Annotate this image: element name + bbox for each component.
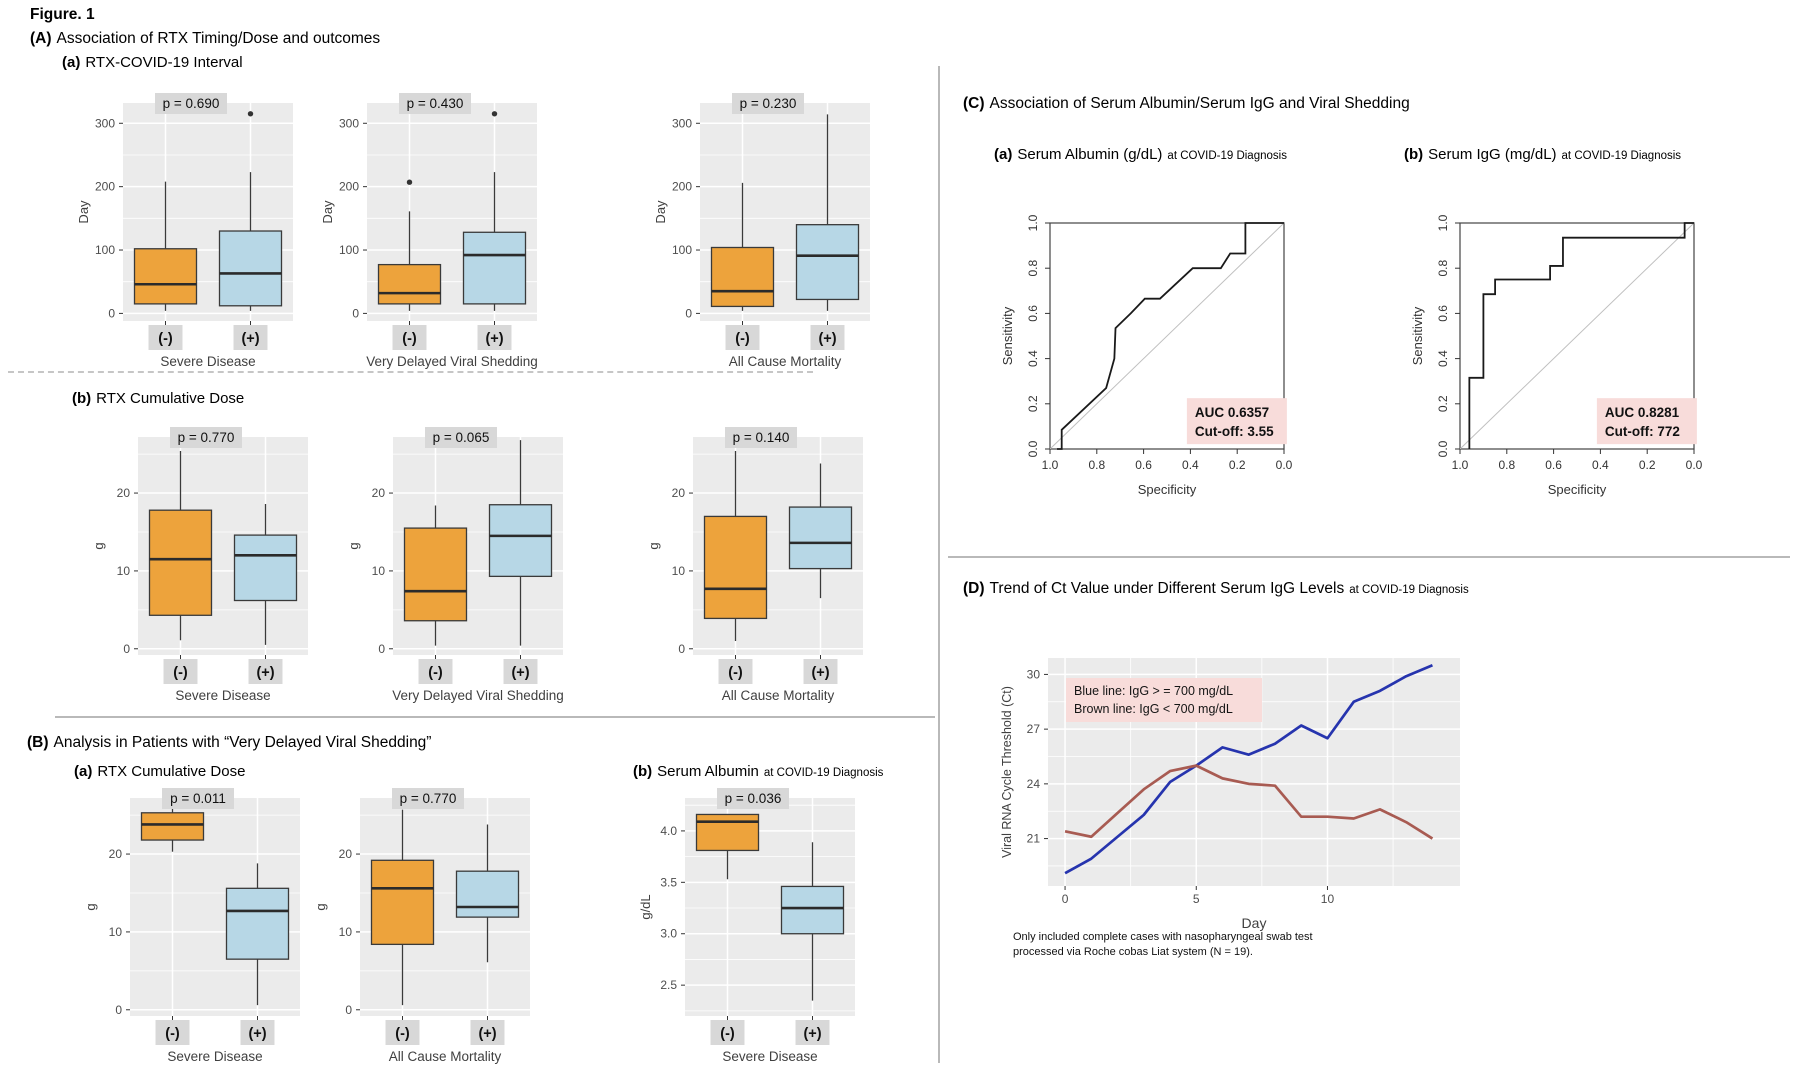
svg-text:(-): (-) <box>173 665 188 681</box>
vertical-divider <box>938 66 940 1063</box>
svg-text:Severe Disease: Severe Disease <box>167 1049 263 1064</box>
svg-text:(+): (+) <box>818 331 837 347</box>
svg-text:0: 0 <box>685 306 692 321</box>
svg-text:(-): (-) <box>165 1026 180 1042</box>
svg-text:Cut-off: 3.55: Cut-off: 3.55 <box>1194 424 1274 440</box>
svg-text:20: 20 <box>671 486 685 501</box>
boxplot-interval-viral-shedding <box>315 87 559 392</box>
svg-text:Day: Day <box>1241 915 1267 931</box>
svg-text:100: 100 <box>671 243 692 258</box>
svg-text:0.4: 0.4 <box>1592 458 1609 472</box>
svg-text:0.6: 0.6 <box>1436 305 1450 322</box>
svg-text:(-): (-) <box>395 1026 410 1042</box>
svg-text:p = 0.770: p = 0.770 <box>399 791 457 806</box>
svg-text:All Cause Mortality: All Cause Mortality <box>728 354 842 369</box>
svg-text:0: 0 <box>678 641 685 656</box>
svg-text:Sensitivity: Sensitivity <box>1000 306 1015 366</box>
svg-text:0: 0 <box>115 1002 122 1017</box>
svg-text:1.0: 1.0 <box>1041 458 1059 472</box>
svg-text:Very Delayed Viral Shedding: Very Delayed Viral Shedding <box>366 354 538 369</box>
section-b-sub-b-title: (b) Serum Albumin at COVID-19 Diagnosis <box>633 763 884 780</box>
svg-text:Severe Disease: Severe Disease <box>175 688 271 703</box>
svg-text:10: 10 <box>338 924 352 939</box>
svg-text:AUC 0.8281: AUC 0.8281 <box>1604 405 1680 421</box>
svg-text:200: 200 <box>94 179 115 194</box>
svg-text:p = 0.036: p = 0.036 <box>724 791 782 806</box>
svg-text:0: 0 <box>123 641 130 656</box>
svg-text:21: 21 <box>1026 831 1040 846</box>
section-a-sub-b-title: (b) RTX Cumulative Dose <box>72 390 245 407</box>
horizontal-divider-right <box>948 556 1790 558</box>
svg-text:4.0: 4.0 <box>660 823 677 838</box>
svg-text:(+): (+) <box>803 1026 822 1042</box>
svg-text:0.2: 0.2 <box>1026 395 1040 413</box>
svg-text:g/dL: g/dL <box>638 894 653 920</box>
svg-text:p = 0.770: p = 0.770 <box>177 430 235 445</box>
svg-text:(-): (-) <box>735 331 750 347</box>
svg-text:Cut-off: 772: Cut-off: 772 <box>1604 424 1680 440</box>
svg-text:0.6: 0.6 <box>1545 458 1562 472</box>
boxplot-interval-mortality <box>648 87 892 392</box>
svg-text:(+): (+) <box>478 1026 497 1042</box>
svg-text:0.0: 0.0 <box>1436 440 1450 458</box>
svg-text:(+): (+) <box>511 665 530 681</box>
svg-text:10: 10 <box>371 563 385 578</box>
section-b-sub-a-title: (a) RTX Cumulative Dose <box>74 763 246 780</box>
svg-text:(+): (+) <box>248 1026 267 1042</box>
svg-text:0: 0 <box>1061 892 1069 906</box>
svg-text:3.0: 3.0 <box>660 926 677 941</box>
svg-text:20: 20 <box>371 486 385 501</box>
svg-text:(+): (+) <box>241 331 260 347</box>
svg-text:Blue line: IgG > = 700 mg/dL: Blue line: IgG > = 700 mg/dL <box>1074 684 1234 698</box>
svg-text:AUC 0.6357: AUC 0.6357 <box>1194 405 1270 421</box>
roc-serum-albumin <box>996 208 1346 533</box>
svg-text:100: 100 <box>94 243 115 258</box>
section-d-title: (D) Trend of Ct Value under Different Serum IgG Levels at COVID-19 Diagnosis <box>963 580 1469 597</box>
svg-text:Very Delayed Viral Shedding: Very Delayed Viral Shedding <box>392 688 564 703</box>
svg-text:300: 300 <box>338 116 359 131</box>
svg-text:0: 0 <box>378 641 385 656</box>
svg-text:(-): (-) <box>720 1026 735 1042</box>
svg-text:200: 200 <box>338 179 359 194</box>
svg-text:0.2: 0.2 <box>1228 458 1246 472</box>
svg-text:0.6: 0.6 <box>1135 458 1152 472</box>
svg-text:0.8: 0.8 <box>1026 259 1040 277</box>
svg-text:100: 100 <box>338 243 359 258</box>
svg-text:200: 200 <box>671 179 692 194</box>
svg-text:0: 0 <box>352 306 359 321</box>
svg-text:0.2: 0.2 <box>1638 458 1656 472</box>
section-a-title: (A) Association of RTX Timing/Dose and outcomes <box>30 30 381 47</box>
svg-text:(+): (+) <box>256 665 275 681</box>
svg-text:0.6: 0.6 <box>1026 305 1040 322</box>
svg-text:10: 10 <box>116 563 130 578</box>
svg-text:0.4: 0.4 <box>1436 350 1450 367</box>
svg-text:20: 20 <box>338 847 352 862</box>
svg-text:g: g <box>346 542 361 550</box>
footnote-d: Only included complete cases with nasopharyngeal swab test processed via Roche cobas Liat system (N = 19). <box>1013 931 1313 958</box>
svg-text:20: 20 <box>116 486 130 501</box>
boxplot-dose-severe-disease <box>86 421 330 726</box>
section-c-title: (C) Association of Serum Albumin/Serum IgG and Viral Shedding <box>963 95 1410 112</box>
svg-text:Day: Day <box>320 200 335 224</box>
svg-text:24: 24 <box>1026 776 1040 791</box>
svg-text:2.5: 2.5 <box>660 978 677 993</box>
svg-text:0.8: 0.8 <box>1498 458 1516 472</box>
svg-text:p = 0.690: p = 0.690 <box>162 96 220 111</box>
svg-text:g: g <box>313 903 328 911</box>
section-c-sub-a-title: (a) Serum Albumin (g/dL) at COVID-19 Diagnosis <box>994 146 1287 163</box>
svg-text:0.4: 0.4 <box>1026 350 1040 367</box>
svg-text:30: 30 <box>1026 667 1040 682</box>
svg-text:p = 0.011: p = 0.011 <box>170 791 226 806</box>
svg-text:0.0: 0.0 <box>1026 440 1040 458</box>
svg-text:Severe Disease: Severe Disease <box>722 1049 818 1064</box>
svg-text:Day: Day <box>76 200 91 224</box>
svg-text:Severe Disease: Severe Disease <box>160 354 256 369</box>
svg-text:p = 0.430: p = 0.430 <box>406 96 464 111</box>
svg-text:300: 300 <box>671 116 692 131</box>
svg-text:(-): (-) <box>728 665 743 681</box>
section-c-sub-b-title: (b) Serum IgG (mg/dL) at COVID-19 Diagnosis <box>1404 146 1682 163</box>
svg-text:(-): (-) <box>158 331 173 347</box>
svg-text:Viral RNA Cycle Threshold (Ct): Viral RNA Cycle Threshold (Ct) <box>1000 686 1014 858</box>
svg-text:g: g <box>83 903 98 911</box>
svg-text:p = 0.065: p = 0.065 <box>432 430 490 445</box>
boxplot-dose-viral-shedding <box>341 421 585 726</box>
svg-text:Specificity: Specificity <box>1137 482 1197 497</box>
svg-text:0.4: 0.4 <box>1182 458 1199 472</box>
svg-text:0.2: 0.2 <box>1436 395 1450 413</box>
svg-text:Day: Day <box>653 200 668 224</box>
svg-text:All Cause Mortality: All Cause Mortality <box>721 688 835 703</box>
svg-text:27: 27 <box>1026 722 1040 737</box>
svg-text:10: 10 <box>1320 892 1335 906</box>
svg-text:p = 0.230: p = 0.230 <box>739 96 797 111</box>
svg-text:10: 10 <box>108 924 122 939</box>
svg-text:300: 300 <box>94 116 115 131</box>
svg-text:(+): (+) <box>811 665 830 681</box>
svg-text:Sensitivity: Sensitivity <box>1410 306 1425 366</box>
svg-text:0.0: 0.0 <box>1275 458 1293 472</box>
boxplot-subgroup-albumin-severe-disease <box>633 782 877 1072</box>
svg-text:(-): (-) <box>402 331 417 347</box>
svg-text:0: 0 <box>345 1002 352 1017</box>
svg-text:0: 0 <box>108 306 115 321</box>
svg-text:0.8: 0.8 <box>1088 458 1106 472</box>
roc-serum-igg <box>1406 208 1756 533</box>
svg-text:3.5: 3.5 <box>660 875 677 890</box>
svg-text:20: 20 <box>108 847 122 862</box>
svg-text:Specificity: Specificity <box>1547 482 1607 497</box>
svg-text:g: g <box>646 542 661 550</box>
svg-text:g: g <box>91 542 106 550</box>
svg-text:p = 0.140: p = 0.140 <box>732 430 790 445</box>
boxplot-subgroup-dose-mortality <box>308 782 552 1072</box>
svg-text:Brown line: IgG < 700 mg/dL: Brown line: IgG < 700 mg/dL <box>1074 702 1233 716</box>
svg-text:(-): (-) <box>428 665 443 681</box>
section-b-title: (B) Analysis in Patients with “Very Delayed Viral Shedding” <box>27 734 432 751</box>
boxplot-interval-severe-disease <box>71 87 315 392</box>
svg-text:1.0: 1.0 <box>1451 458 1469 472</box>
section-a-sub-a-title: (a) RTX-COVID-19 Interval <box>62 54 243 71</box>
figure-title: Figure. 1 <box>30 6 95 23</box>
svg-text:1.0: 1.0 <box>1026 214 1040 232</box>
svg-text:(+): (+) <box>485 331 504 347</box>
linechart-ct-trend <box>996 643 1536 958</box>
svg-text:1.0: 1.0 <box>1436 214 1450 232</box>
svg-text:0.0: 0.0 <box>1685 458 1703 472</box>
boxplot-dose-mortality <box>641 421 885 726</box>
svg-text:0.8: 0.8 <box>1436 259 1450 277</box>
svg-text:10: 10 <box>671 563 685 578</box>
boxplot-subgroup-dose-severe-disease <box>78 782 322 1072</box>
svg-text:All Cause Mortality: All Cause Mortality <box>388 1049 502 1064</box>
svg-text:5: 5 <box>1192 892 1200 906</box>
